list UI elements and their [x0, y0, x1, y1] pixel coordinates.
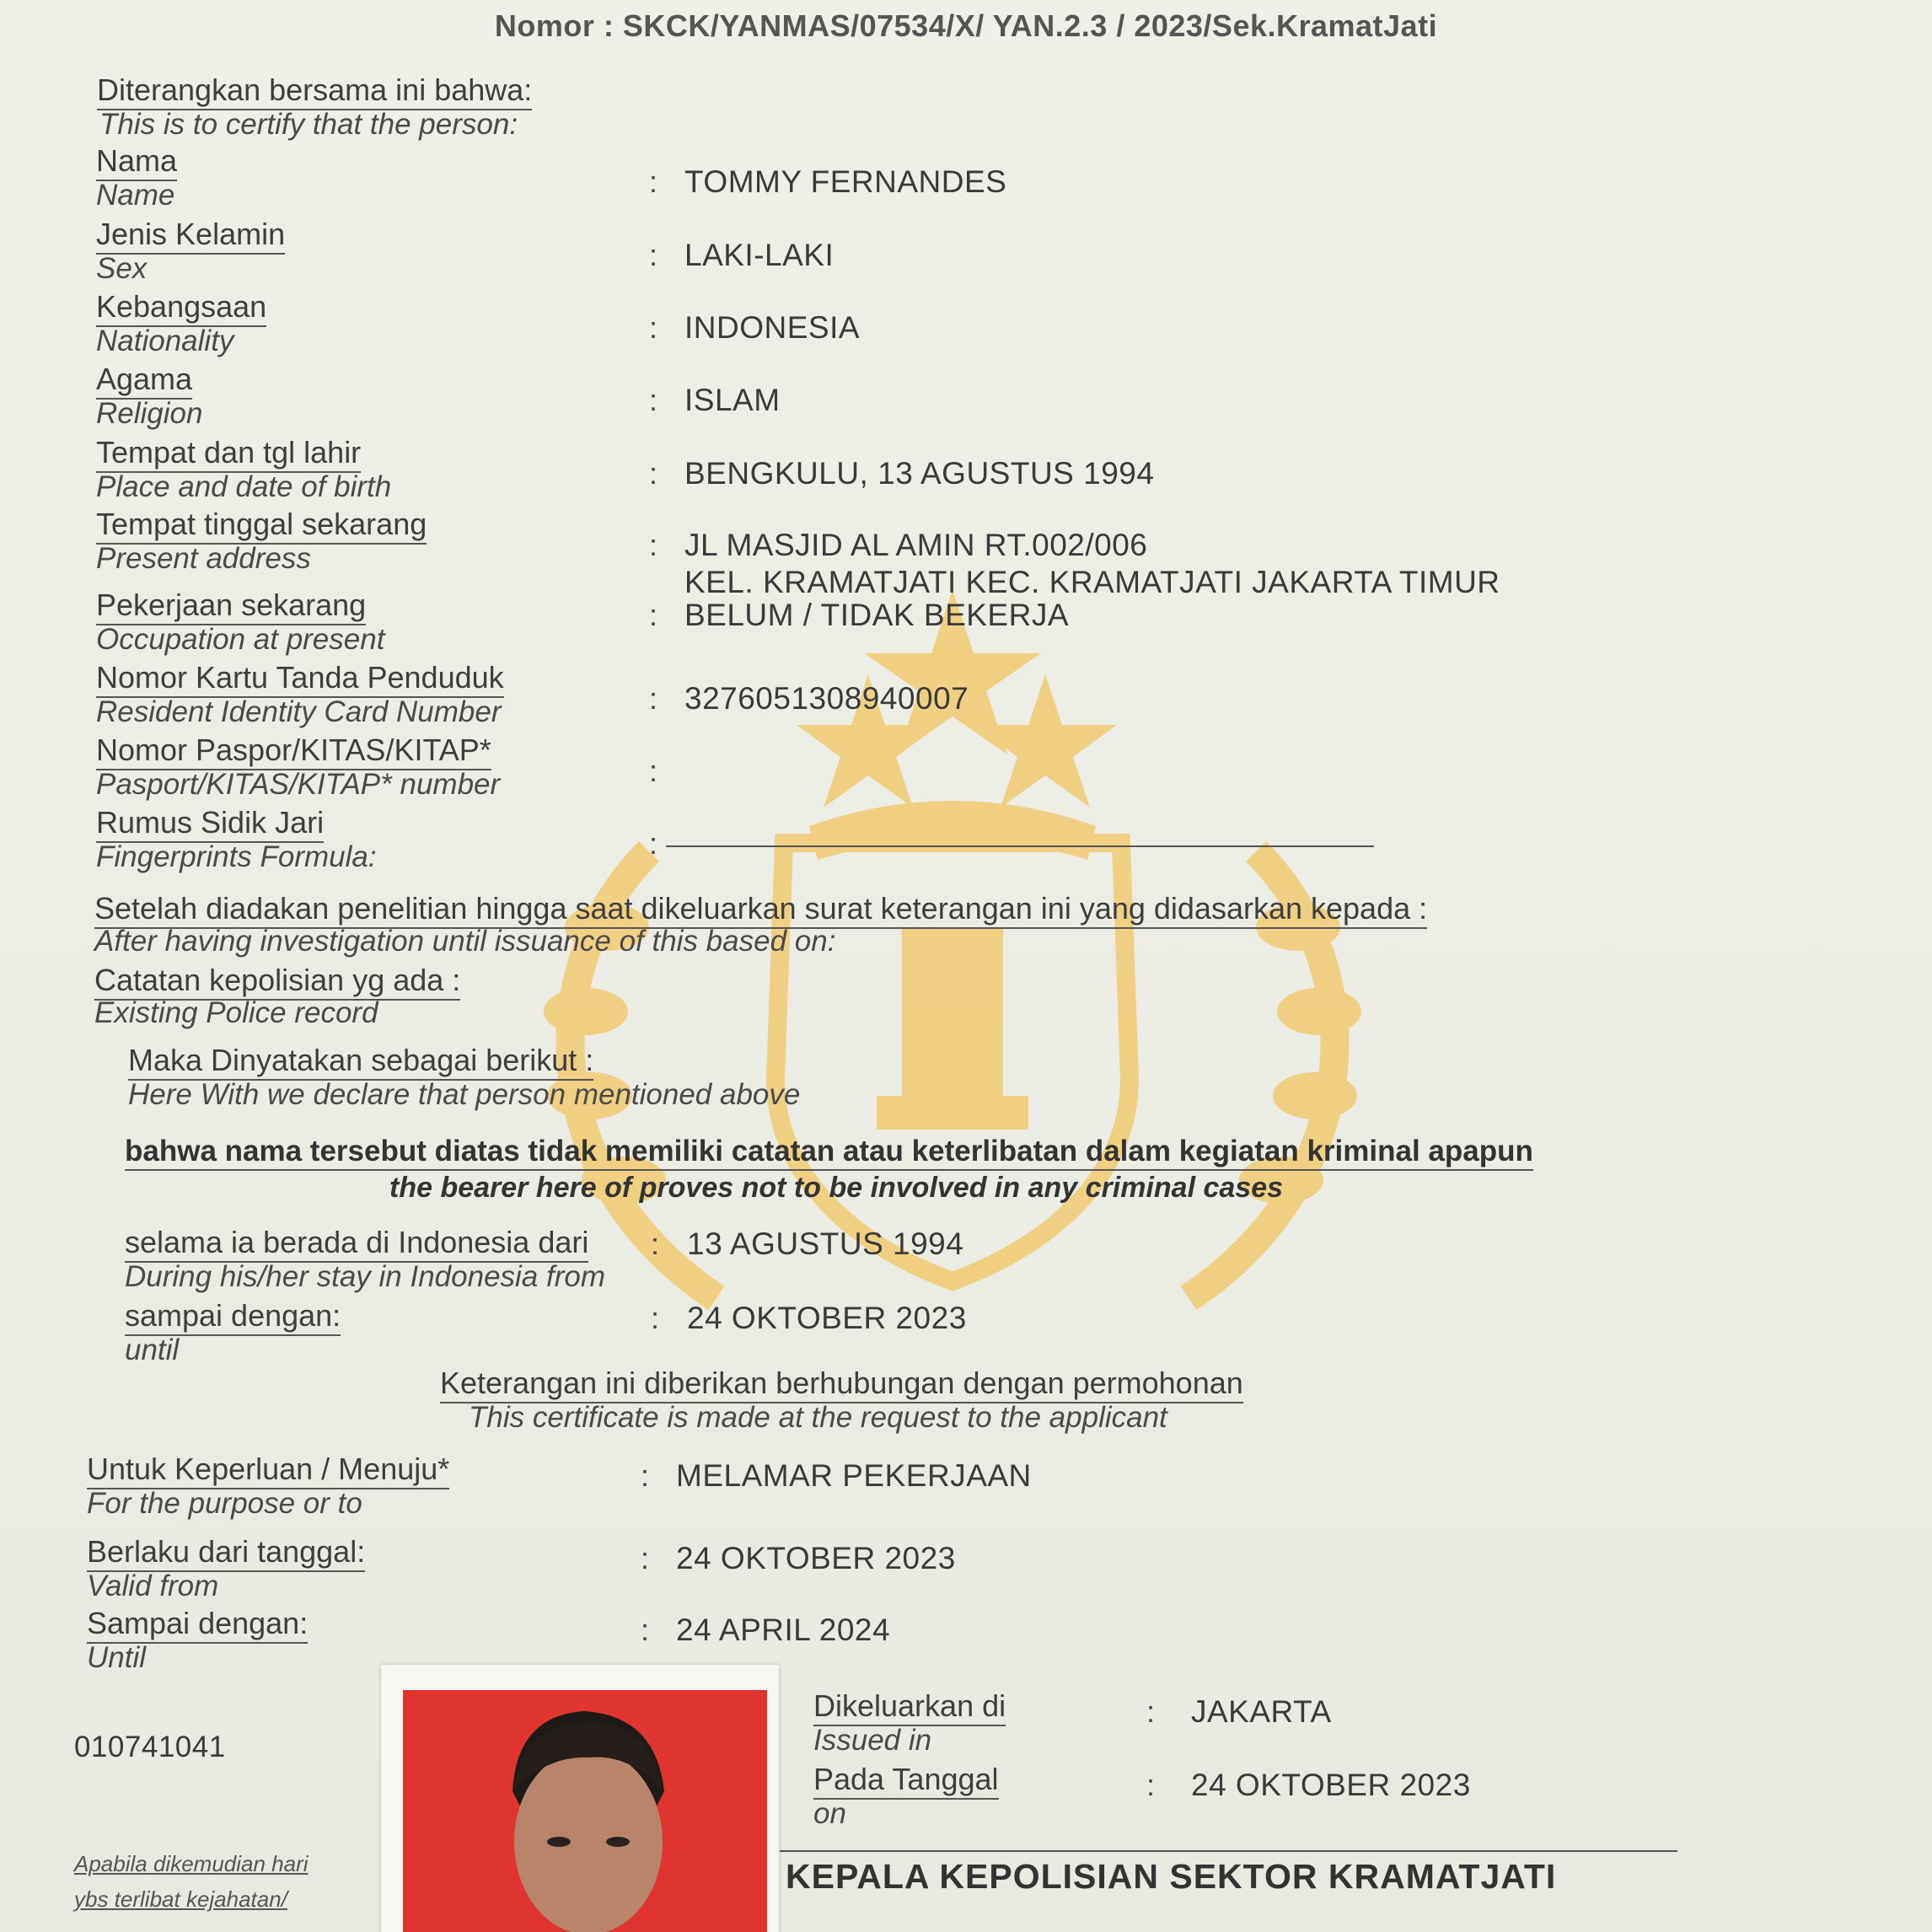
field-label-en: Religion	[96, 397, 203, 430]
police-record-en: Existing Police record	[94, 996, 378, 1029]
valid-from-label-id: Berlaku dari tanggal:	[87, 1534, 365, 1572]
field-colon: :	[649, 238, 658, 272]
field-label-en: Present address	[96, 542, 311, 575]
applicant-photo	[403, 1690, 767, 1932]
signatory-title: KEPALA KEPOLISIAN SEKTOR KRAMATJATI	[786, 1857, 1557, 1896]
field-value: BENGKULU, 13 AGUSTUS 1994	[684, 456, 1155, 491]
field-label-id: Nomor Kartu Tanda Penduduk	[96, 660, 504, 698]
field-label-en: Sex	[96, 252, 148, 285]
field-colon: :	[649, 310, 658, 345]
stay-from-colon: :	[651, 1226, 660, 1261]
field-label-en: Resident Identity Card Number	[96, 695, 502, 728]
stay-from-value: 13 AGUSTUS 1994	[687, 1226, 964, 1261]
field-label-id: Tempat dan tgl lahir	[96, 435, 361, 473]
field-colon: :	[649, 598, 658, 632]
issued-in-label-id: Dikeluarkan di	[813, 1688, 1006, 1726]
request-id: Keterangan ini diberikan berhubungan dengan permohonan	[440, 1366, 1243, 1403]
field-label-en: Fingerprints Formula:	[96, 840, 377, 873]
document-number: Nomor : SKCK/YANMAS/07534/X/ YAN.2.3 / 2023/Sek.KramatJati	[494, 8, 1438, 43]
field-colon: :	[649, 681, 658, 716]
field-colon: :	[649, 164, 658, 199]
field-value: LAKI-LAKI	[684, 238, 835, 272]
field-label-id: Nama	[96, 143, 177, 181]
note-line-2: ybs terlibat kejahatan/	[74, 1886, 287, 1912]
issued-on-label-en: on	[813, 1797, 846, 1830]
issued-on-colon: :	[1146, 1768, 1156, 1802]
stay-from-label-id: selama ia berada di Indonesia dari	[125, 1225, 588, 1263]
valid-until-colon: :	[641, 1613, 650, 1647]
field-label-id: Nomor Paspor/KITAS/KITAP*	[96, 733, 491, 770]
declare-en: Here With we declare that person mentioned above	[128, 1078, 801, 1111]
purpose-label-en: For the purpose or to	[87, 1487, 362, 1520]
field-label-id: Rumus Sidik Jari	[96, 805, 324, 843]
valid-from-label-en: Valid from	[87, 1570, 219, 1602]
field-label-id: Pekerjaan sekarang	[96, 588, 366, 625]
issued-on-value: 24 OKTOBER 2023	[1191, 1768, 1471, 1802]
intro-en: This is to certify that the person:	[99, 108, 518, 141]
declare-id: Maka Dinyatakan sebagai berikut :	[128, 1043, 593, 1081]
field-label-en: Name	[96, 179, 175, 212]
field-value: TOMMY FERNANDES	[684, 164, 1007, 199]
field-label-id: Kebangsaan	[96, 289, 266, 327]
research-en: After having investigation until issuance of this based on:	[94, 925, 836, 958]
purpose-label-id: Untuk Keperluan / Menuju*	[87, 1452, 449, 1489]
issued-in-value: JAKARTA	[1191, 1694, 1332, 1729]
serial-number: 010741041	[74, 1731, 226, 1763]
stay-from-label-en: During his/her stay in Indonesia from	[125, 1260, 605, 1293]
valid-until-label-en: Until	[87, 1641, 147, 1674]
field-label-id: Agama	[96, 362, 192, 400]
valid-from-value: 24 OKTOBER 2023	[676, 1541, 956, 1575]
field-value: BELUM / TIDAK BEKERJA	[684, 598, 1069, 632]
request-en: This certificate is made at the request to the applicant	[469, 1401, 1167, 1434]
field-value-line-2: KEL. KRAMATJATI KEC. KRAMATJATI JAKARTA TIMUR	[684, 565, 1500, 599]
field-label-en: Place and date of birth	[96, 470, 392, 503]
field-label-id: Tempat tinggal sekarang	[96, 507, 427, 545]
field-colon: :	[649, 383, 658, 417]
signature-separator-line	[780, 1850, 1677, 1852]
field-colon: :	[649, 456, 658, 491]
stay-until-label-id: sampai dengan:	[125, 1298, 341, 1336]
purpose-value: MELAMAR PEKERJAAN	[676, 1458, 1032, 1493]
stay-until-label-en: until	[125, 1334, 180, 1366]
valid-from-colon: :	[641, 1541, 650, 1575]
research-id: Setelah diadakan penelitian hingga saat dikeluarkan surat keterangan ini yang didasarkan kepada :	[94, 891, 1427, 929]
field-label-en: Nationality	[96, 325, 234, 357]
fingerprint-blank-line	[666, 845, 1374, 847]
issued-on-label-id: Pada Tanggal	[813, 1762, 999, 1800]
field-value: 3276051308940007	[684, 681, 969, 716]
field-label-id: Jenis Kelamin	[96, 217, 285, 255]
purpose-colon: :	[641, 1458, 650, 1493]
valid-until-value: 24 APRIL 2024	[676, 1613, 891, 1647]
statement-en: the bearer here of proves not to be involved in any criminal cases	[389, 1172, 1284, 1204]
field-colon: :	[649, 826, 658, 861]
police-record-id: Catatan kepolisian yg ada :	[94, 963, 460, 1001]
field-colon: :	[649, 528, 658, 562]
field-label-en: Occupation at present	[96, 623, 385, 656]
issued-in-label-en: Issued in	[813, 1724, 932, 1757]
stay-until-colon: :	[651, 1301, 660, 1335]
note-line-1: Apabila dikemudian hari	[74, 1851, 309, 1876]
issued-in-colon: :	[1146, 1694, 1156, 1729]
valid-until-label-id: Sampai dengan:	[87, 1606, 308, 1644]
field-label-en: Pasport/KITAS/KITAP* number	[96, 768, 501, 801]
intro-id: Diterangkan bersama ini bahwa:	[97, 72, 532, 110]
statement-id: bahwa nama tersebut diatas tidak memiliki catatan atau keterlibatan dalam kegiatan kriminal apapun	[125, 1135, 1533, 1171]
field-value: INDONESIA	[684, 310, 861, 345]
field-colon: :	[649, 754, 658, 788]
stay-until-value: 24 OKTOBER 2023	[687, 1301, 967, 1335]
field-value: JL MASJID AL AMIN RT.002/006	[684, 528, 1148, 562]
field-value: ISLAM	[684, 383, 781, 417]
